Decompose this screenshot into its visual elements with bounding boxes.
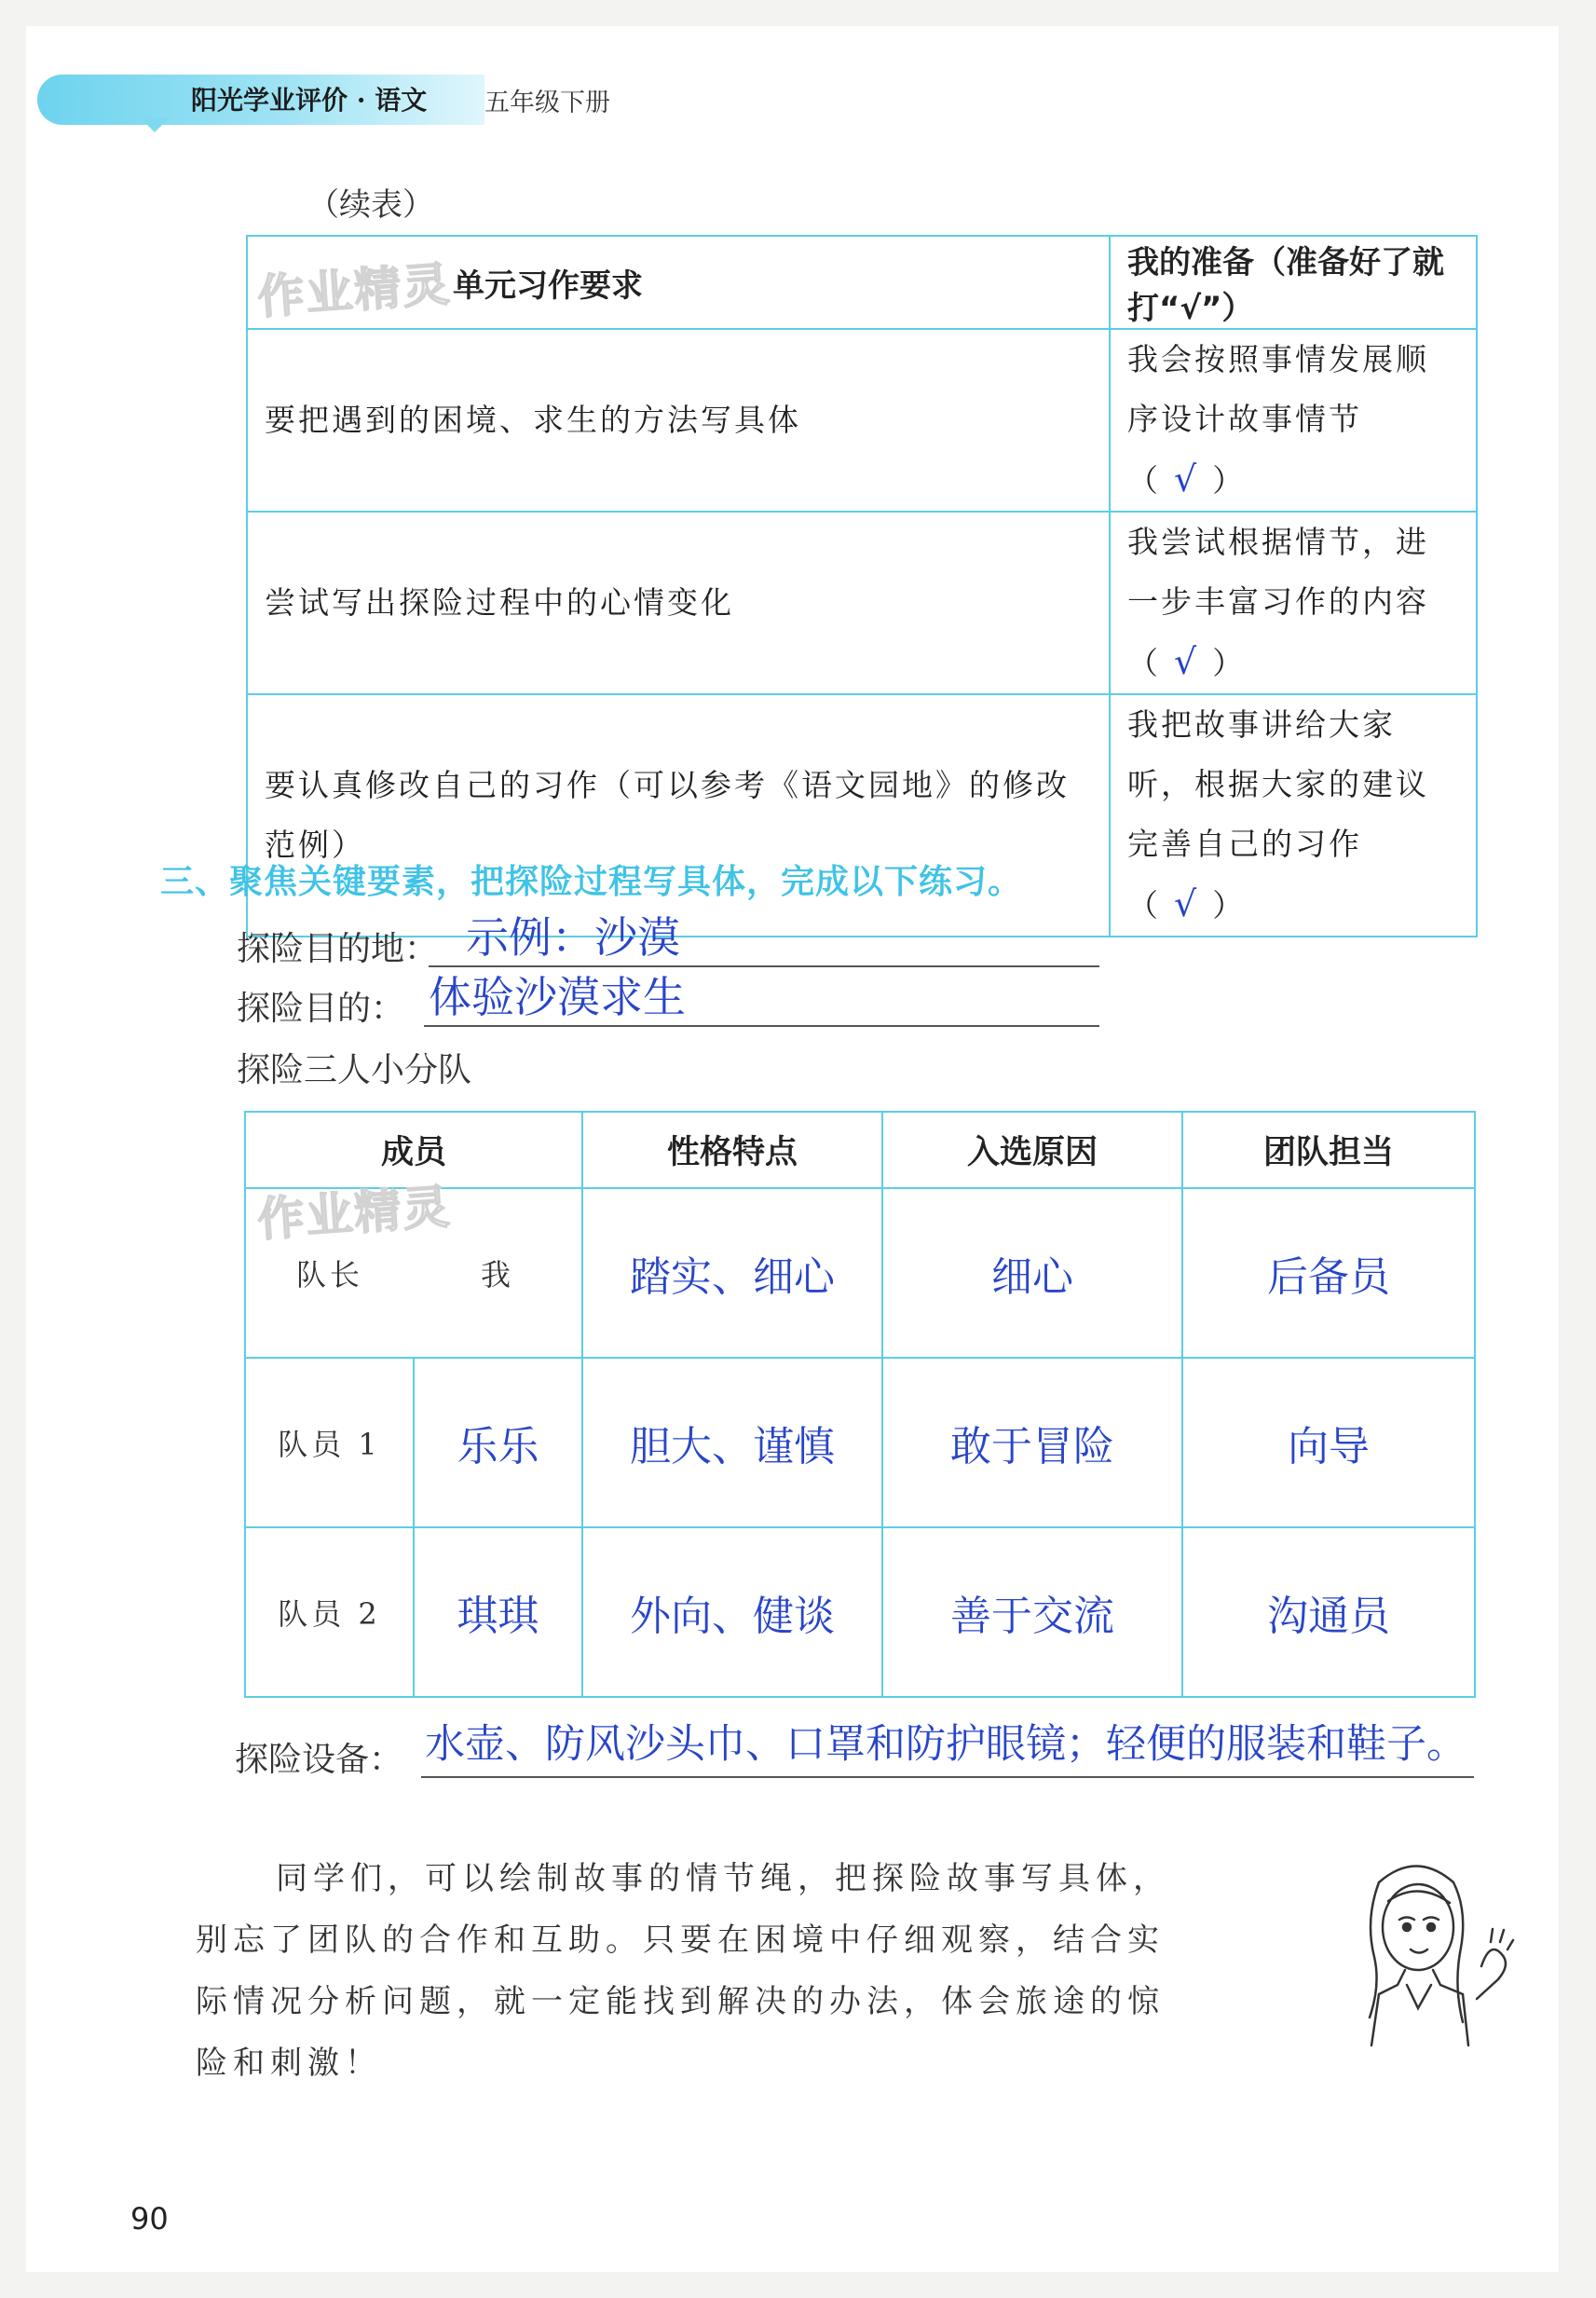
header-member: 成员 <box>245 1112 582 1188</box>
header-banner-tip <box>140 117 170 132</box>
preparation-cell <box>1110 512 1477 694</box>
traits-cell: 踏实、细心 <box>582 1188 882 1358</box>
duty-cell: 后备员 <box>1182 1188 1475 1358</box>
header-traits: 性格特点 <box>582 1112 882 1188</box>
bracket-close: ） <box>1212 645 1247 681</box>
note-line: 险和刺激！ <box>196 2045 382 2082</box>
header-preparation: 我的准备（准备好了就打“√”） <box>1110 236 1477 329</box>
page-number: 90 <box>130 2201 169 2236</box>
requirement-cell: 尝试写出探险过程中的心情变化 <box>247 512 1110 694</box>
check-mark: √ <box>1174 641 1200 682</box>
answer-underline <box>424 1025 1099 1027</box>
note-line: 际情况分析问题，就一定能找到解决的办法，体会旅途的惊 <box>196 1983 1165 2020</box>
check-mark: √ <box>1174 883 1200 924</box>
role-cell: 队员 1 <box>245 1358 414 1527</box>
section-title: 三、聚焦关键要素，把探险过程写具体，完成以下练习。 <box>160 863 1023 901</box>
purpose-answer: 体验沙漠求生 <box>429 972 686 1022</box>
book-title: 阳光学业评价 · 语文 <box>191 85 428 116</box>
bracket-close: ） <box>1212 887 1247 923</box>
note-line: 别忘了团队的合作和互助。只要在困境中仔细观察，结合实 <box>196 1922 1165 1959</box>
watermark: 作业精灵 <box>255 256 454 325</box>
writing-requirements-table <box>246 235 1478 937</box>
preparation-text: 我尝试根据情节，进一步丰富习作的内容（ <box>1127 524 1429 681</box>
duty-cell: 向导 <box>1182 1358 1475 1527</box>
traits-cell: 胆大、谨慎 <box>582 1358 882 1527</box>
purpose-label: 探险目的： <box>237 990 405 1028</box>
table-row <box>247 512 1477 694</box>
check-mark: √ <box>1174 458 1200 499</box>
requirement-cell: 要认真修改自己的习作（可以参考《语文园地》的修改范例） <box>247 694 1110 937</box>
duty-cell: 沟通员 <box>1182 1527 1475 1697</box>
table-caption: （续表） <box>307 186 434 224</box>
table-row <box>247 329 1477 512</box>
preparation-text: 我会按照事情发展顺序设计故事情节（ <box>1127 341 1429 499</box>
table-row <box>245 1358 1475 1527</box>
name-cell: 我 <box>414 1188 582 1358</box>
girl-waving-illustration <box>1314 1845 1537 2050</box>
preparation-cell <box>1110 329 1477 512</box>
header-reason: 入选原因 <box>882 1112 1182 1188</box>
table-row <box>245 1527 1475 1697</box>
destination-label: 探险目的地： <box>237 930 439 968</box>
traits-cell: 外向、健谈 <box>582 1527 882 1697</box>
equipment-label: 探险设备： <box>235 1741 403 1779</box>
reason-cell: 敢于冒险 <box>882 1358 1182 1527</box>
name-cell: 琪琪 <box>414 1527 582 1697</box>
role-cell: 队员 2 <box>245 1527 414 1697</box>
role-cell: 队长 <box>245 1188 414 1358</box>
note-line: 同学们，可以绘制故事的情节绳，把探险故事写具体， <box>276 1860 1170 1897</box>
watermark: 作业精灵 <box>255 1179 454 1248</box>
header-duty: 团队担当 <box>1182 1112 1475 1188</box>
header-requirement: 单元习作要求 <box>247 236 1110 329</box>
grade-label: 五年级下册 <box>484 89 610 117</box>
reason-cell: 细心 <box>882 1188 1182 1358</box>
reason-cell: 善于交流 <box>882 1527 1182 1697</box>
preparation-cell <box>1110 694 1477 937</box>
requirement-cell: 要把遇到的困境、求生的方法写具体 <box>247 329 1110 512</box>
preparation-text: 我把故事讲给大家听，根据大家的建议完善自己的习作（ <box>1127 706 1429 923</box>
destination-answer: 示例：沙漠 <box>466 912 680 963</box>
team-label: 探险三人小分队 <box>237 1051 472 1089</box>
bracket-close: ） <box>1212 462 1247 499</box>
answer-underline <box>421 1776 1474 1778</box>
equipment-answer: 水壶、防风沙头巾、口罩和防护眼镜；轻便的服装和鞋子。 <box>425 1721 1466 1768</box>
name-cell: 乐乐 <box>414 1358 582 1527</box>
